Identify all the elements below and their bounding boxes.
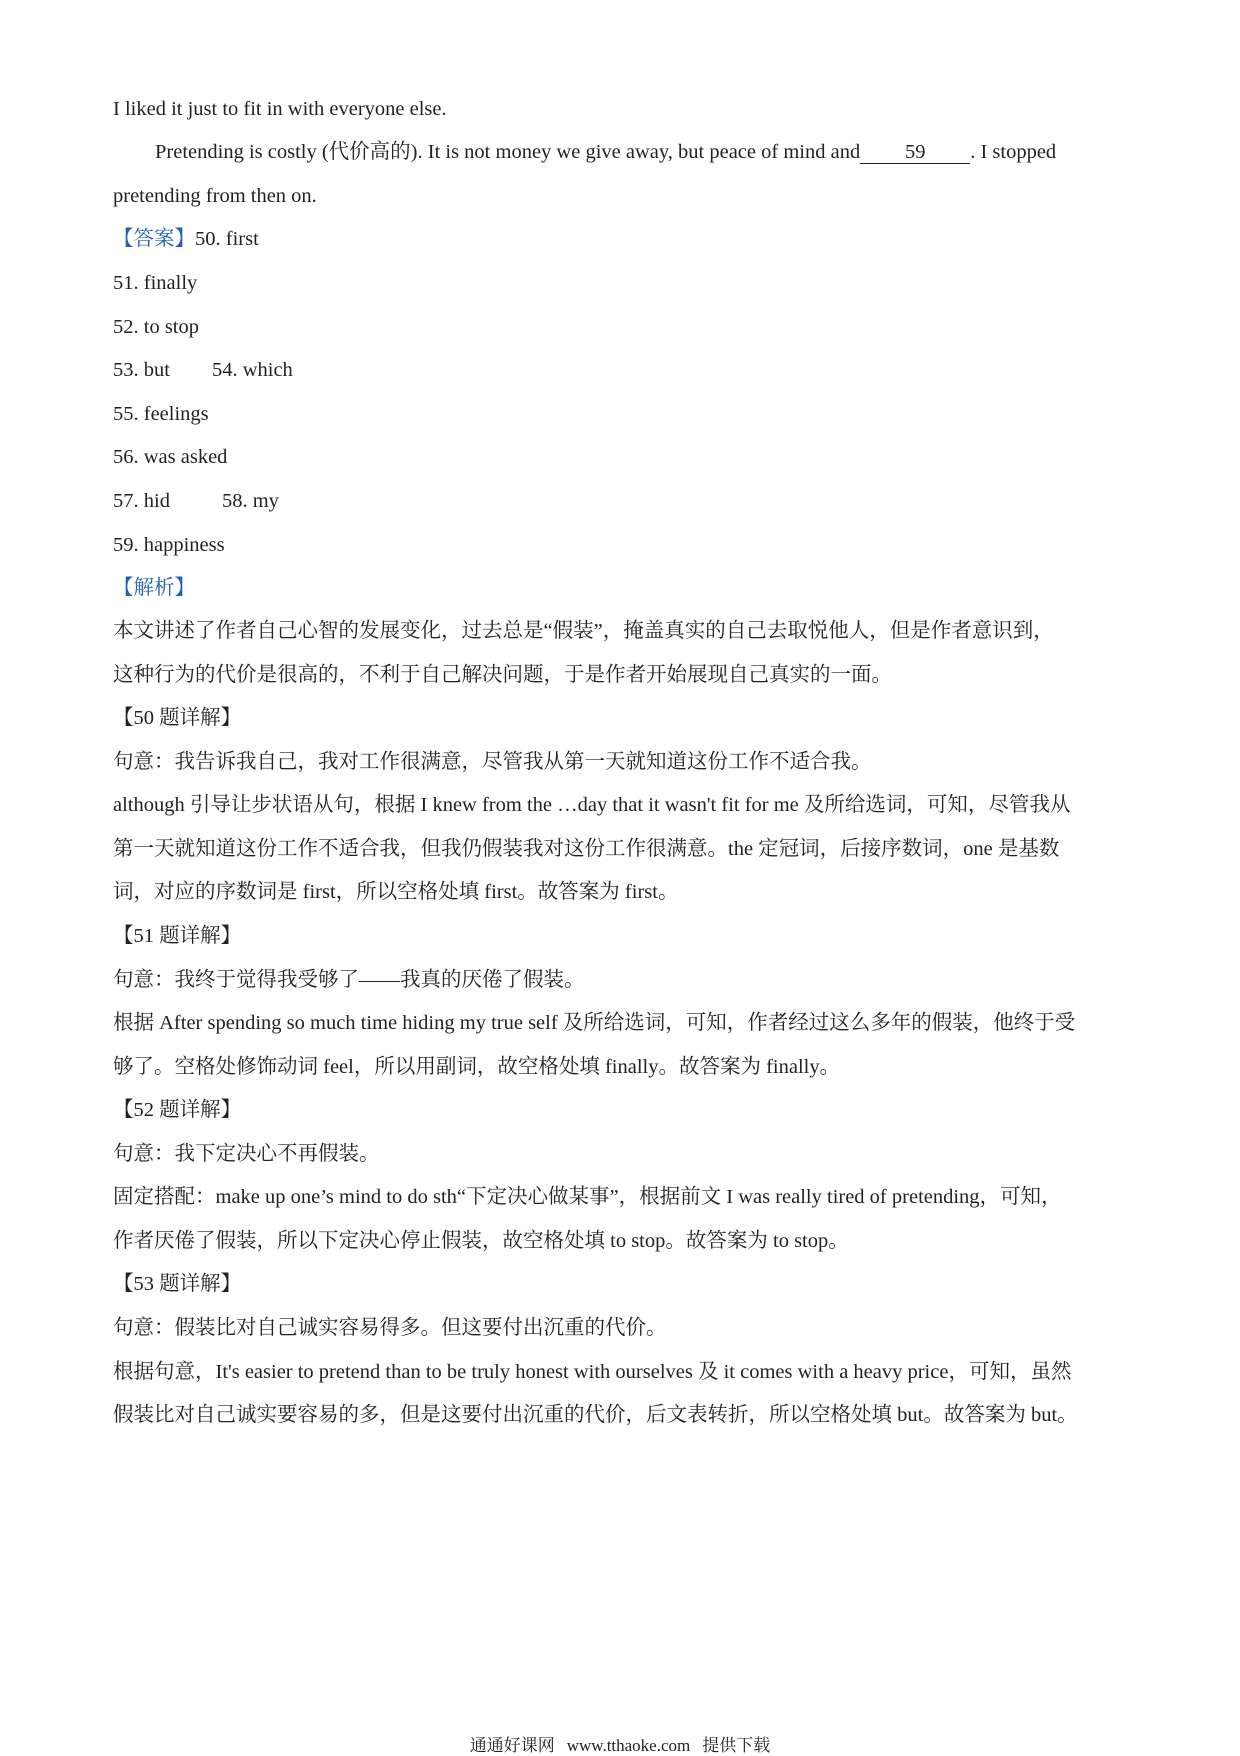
- detail-52-heading: 【52 题详解】: [113, 1099, 242, 1121]
- passage-paragraph: [155, 138, 1133, 166]
- analysis-summary-2: 这种行为的代价是很高的，不利于自己解决问题，于是作者开始展现自己真实的一面。: [113, 664, 892, 686]
- answer-line-53-54: [113, 356, 1133, 384]
- footer-left-text: 通通好课网: [469, 1736, 555, 1755]
- answer-item-55: 55. feelings: [113, 403, 209, 425]
- detail-50-line: 第一天就知道这份工作不适合我，但我仍假装我对这份工作很满意。the 定冠词，后接序数词，one 是基数: [113, 838, 1060, 860]
- detail-53-heading: 【53 题详解】: [113, 1273, 242, 1295]
- answer-item-53: 53. but: [113, 359, 170, 381]
- detail-50-heading: 【50 题详解】: [113, 707, 242, 729]
- detail-50-line: 句意：我告诉我自己，我对工作很满意，尽管我从第一天就知道这份工作不适合我。: [113, 751, 872, 773]
- paragraph-part1: Pretending is costly (代价高的). It is not money we give away, but peace of mind and: [155, 141, 861, 163]
- answer-item-50: 50. first: [195, 228, 259, 250]
- answer-item-54: 54. which: [211, 359, 293, 381]
- answer-item-58: 58. my: [221, 490, 279, 512]
- answer-line-57-58: [113, 487, 1133, 515]
- answer-label: 【答案】: [113, 228, 195, 250]
- detail-51-heading: 【51 题详解】: [113, 925, 242, 947]
- detail-53-line: 假装比对自己诚实要容易的多，但是这要付出沉重的代价，后文表转折，所以空格处填 but。故答案为 but。: [113, 1404, 1078, 1426]
- answer-item-59: 59. happiness: [113, 534, 225, 556]
- detail-50-line: 词，对应的序数词是 first，所以空格处填 first。故答案为 first。: [113, 881, 679, 903]
- answer-item-56: 56. was asked: [113, 446, 228, 468]
- detail-50-line: although 引导让步状语从句，根据 I knew from the …day that it wasn't fit for me 及所给选词，可知，尽管我从: [113, 794, 1071, 816]
- detail-52-line: 作者厌倦了假装，所以下定决心停止假装，故空格处填 to stop。故答案为 to stop。: [113, 1230, 849, 1252]
- page-footer: [0, 1731, 1240, 1756]
- intro-tail-text: I liked it just to fit in with everyone else.: [113, 98, 447, 120]
- analysis-label: 【解析】: [113, 577, 195, 599]
- answer-item-57: 57. hid: [113, 490, 170, 512]
- detail-52-line: 句意：我下定决心不再假装。: [113, 1143, 380, 1165]
- footer-site-link[interactable]: www.tthaoke.com: [566, 1736, 691, 1755]
- footer-right-text: 提供下载: [702, 1736, 771, 1755]
- analysis-summary-1: 本文讲述了作者自己心智的发展变化，过去总是“假装”，掩盖真实的自己去取悦他人，但是作者意识到，: [113, 620, 1054, 642]
- detail-51-line: 够了。空格处修饰动词 feel，所以用副词，故空格处填 finally。故答案为 finally。: [113, 1056, 841, 1078]
- answer-item-52: 52. to stop: [113, 316, 199, 338]
- detail-53-line: 根据句意，It's easier to pretend than to be truly honest with ourselves 及 it comes with a heavy price，可知，虽然: [113, 1361, 1072, 1383]
- paragraph-part3: pretending from then on.: [113, 185, 317, 207]
- detail-52-line: 固定搭配：make up one’s mind to do sth“下定决心做某事”，根据前文 I was really tired of pretending，可知，: [113, 1186, 1062, 1208]
- paragraph-part2: . I stopped: [970, 141, 1057, 163]
- detail-51-line: 根据 After spending so much time hiding my true self 及所给选词，可知，作者经过这么多年的假装，他终于受: [113, 1012, 1076, 1034]
- blank-59: 59: [860, 141, 970, 164]
- answer-first-line: [113, 225, 1133, 253]
- detail-53-line: 句意：假装比对自己诚实容易得多。但这要付出沉重的代价。: [113, 1317, 667, 1339]
- answer-item-51: 51. finally: [113, 272, 198, 294]
- detail-51-line: 句意：我终于觉得我受够了——我真的厌倦了假装。: [113, 969, 585, 991]
